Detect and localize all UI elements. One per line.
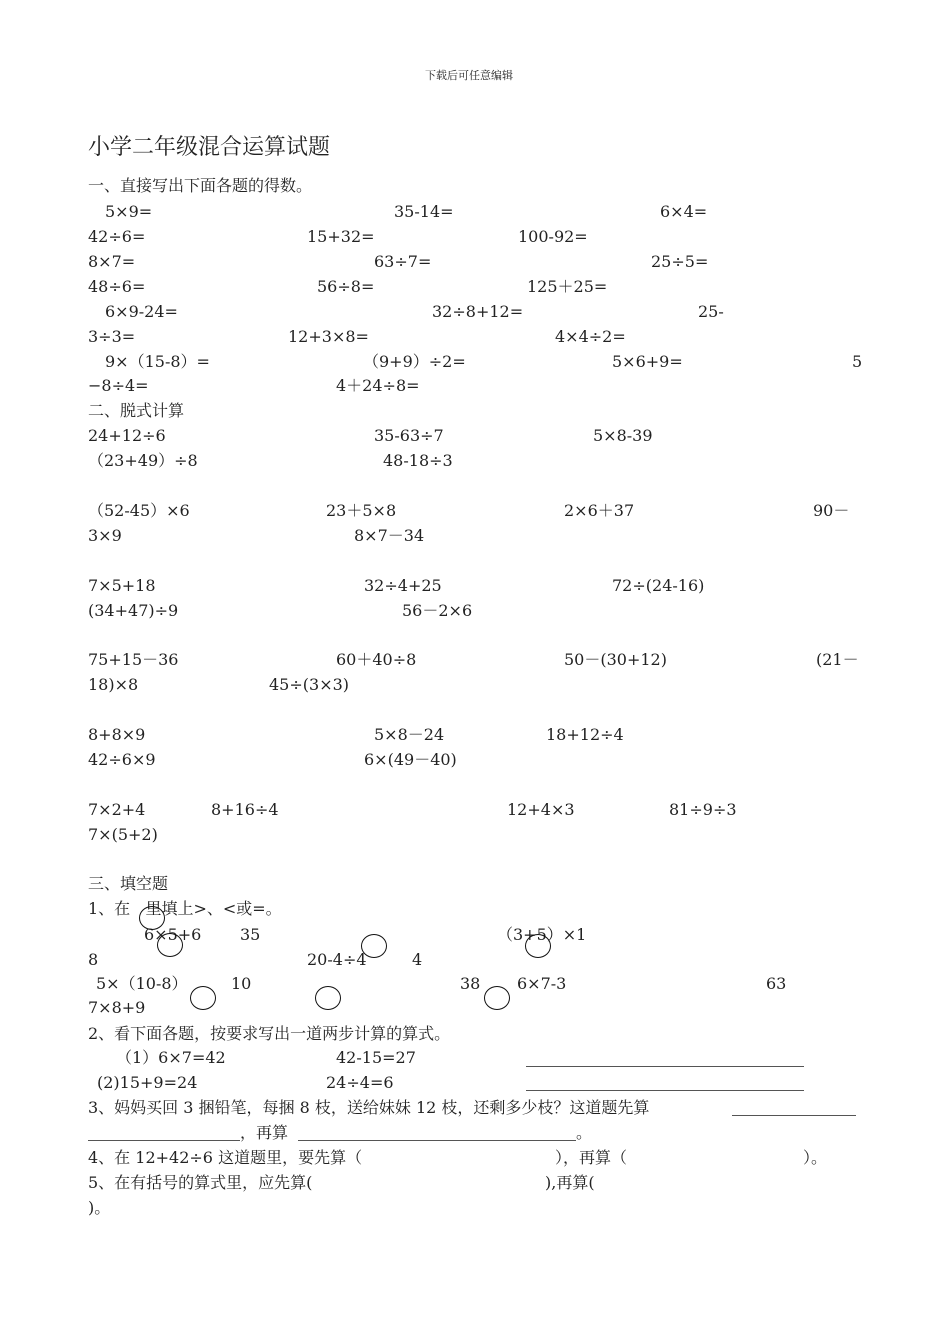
- q1-item: 38: [460, 974, 481, 993]
- s1-item: 25-: [698, 302, 724, 321]
- q1-item: 8: [88, 950, 99, 969]
- q2-prompt: 2、看下面各题，按要求写出一道两步计算的算式。: [88, 1024, 451, 1043]
- q3-then: ，再算: [240, 1123, 289, 1142]
- s1-item: 8×7=: [88, 252, 136, 271]
- s2-item: 3×9: [88, 526, 122, 545]
- q1-item: 7×8+9: [88, 998, 146, 1017]
- s1-item: 4＋24÷8=: [336, 376, 420, 395]
- q3-blank-first-cont[interactable]: [88, 1140, 240, 1141]
- s2-item: 35-63÷7: [374, 426, 444, 445]
- s2-item: 75+15－36: [88, 650, 179, 669]
- q3-blank-first[interactable]: [732, 1115, 856, 1116]
- q3-end: 。: [576, 1123, 593, 1142]
- s1-item: 5×9=: [105, 202, 153, 221]
- page-header: 下载后可任意编辑: [425, 69, 513, 82]
- q5-part-a: 5、在有括号的算式里，应先算(: [88, 1173, 313, 1192]
- q2-answer-line[interactable]: [526, 1090, 804, 1091]
- compare-circle[interactable]: [484, 986, 510, 1010]
- q5-part-c: )。: [88, 1198, 111, 1217]
- s1-item: 4×4÷2=: [555, 327, 626, 346]
- s2-item: 32÷4+25: [364, 576, 442, 595]
- s1-item: （9+9）÷2=: [363, 352, 466, 371]
- s2-item: 18+12÷4: [546, 725, 624, 744]
- q4-part-a: 4、在 12+42÷6 这道题里，要先算（: [88, 1148, 363, 1167]
- s2-item: 50－(30+12): [564, 650, 667, 669]
- s2-item: 23＋5×8: [326, 501, 397, 520]
- q1-item: 20-4÷4: [307, 950, 367, 969]
- q1-item: 63: [766, 974, 787, 993]
- q1-prompt: 1、在 里填上>、<或=。: [88, 899, 282, 918]
- s1-item: 56÷8=: [317, 277, 375, 296]
- s1-item: 6×9-24=: [105, 302, 178, 321]
- s1-item: 3÷3=: [88, 327, 136, 346]
- s2-item: 6×(49－40): [364, 750, 457, 769]
- compare-circle[interactable]: [525, 934, 551, 958]
- section1-heading: 一、直接写出下面各题的得数。: [88, 176, 313, 195]
- compare-circle[interactable]: [361, 934, 387, 958]
- s2-item: 12+4×3: [507, 800, 575, 819]
- q3-blank-second[interactable]: [298, 1140, 576, 1141]
- q5-part-b: ),再算(: [545, 1173, 595, 1192]
- q1-item: 6×7-3: [517, 974, 567, 993]
- compare-circle[interactable]: [139, 906, 165, 930]
- q3-text: 3、妈妈买回 3 捆铅笔，每捆 8 枝，送给妹妹 12 枝，还剩多少枝？这道题先算: [88, 1098, 650, 1117]
- compare-circle[interactable]: [190, 986, 216, 1010]
- s1-item: 35-14=: [394, 202, 454, 221]
- s2-item: 56－2×6: [402, 601, 473, 620]
- s1-item: 12+3×8=: [288, 327, 369, 346]
- q2-row-b: 42-15=27: [336, 1048, 416, 1067]
- s1-item: 100-92=: [518, 227, 588, 246]
- page-title: 小学二年级混合运算试题: [88, 135, 331, 160]
- s1-item: 6×4=: [660, 202, 708, 221]
- s2-item: 8+8×9: [88, 725, 146, 744]
- s2-item: 7×2+4: [88, 800, 146, 819]
- s1-item: 48÷6=: [88, 277, 146, 296]
- s2-item: 72÷(24-16): [612, 576, 705, 595]
- s1-item: 125＋25=: [527, 277, 608, 296]
- q2-row-a: （1）6×7=42: [116, 1048, 226, 1067]
- q2-row-a: (2)15+9=24: [97, 1073, 198, 1092]
- s2-item: 90－: [813, 501, 850, 520]
- s1-item: 5: [852, 352, 863, 371]
- compare-circle[interactable]: [157, 933, 183, 957]
- q4-part-b: ），再算（: [555, 1148, 628, 1167]
- q1-item: 10: [231, 974, 252, 993]
- q1-item: 4: [412, 950, 423, 969]
- s2-item: 2×6＋37: [564, 501, 635, 520]
- section2-heading: 二、脱式计算: [88, 401, 185, 420]
- s2-item: 18)×8: [88, 675, 139, 694]
- s2-item: 7×(5+2): [88, 825, 158, 844]
- s2-item: 45÷(3×3): [269, 675, 350, 694]
- s1-item: −8÷4=: [88, 376, 149, 395]
- s1-item: 32÷8+12=: [432, 302, 524, 321]
- s2-item: (34+47)÷9: [88, 601, 179, 620]
- s2-item: 5×8-39: [593, 426, 653, 445]
- s2-item: 7×5+18: [88, 576, 156, 595]
- s2-item: 60＋40÷8: [336, 650, 417, 669]
- s2-item: 8+16÷4: [211, 800, 279, 819]
- s2-item: 24+12÷6: [88, 426, 166, 445]
- q1-item: 6×5+6: [144, 925, 202, 944]
- s2-item: 81÷9÷3: [669, 800, 737, 819]
- s2-item: (21－: [816, 650, 859, 669]
- q1-item: 5×（10-8）: [96, 974, 188, 993]
- q2-answer-line[interactable]: [526, 1066, 804, 1067]
- s1-item: 63÷7=: [374, 252, 432, 271]
- compare-circle[interactable]: [315, 986, 341, 1010]
- s2-item: 48-18÷3: [383, 451, 453, 470]
- s1-item: 9×（15-8）=: [105, 352, 210, 371]
- s1-item: 5×6+9=: [612, 352, 683, 371]
- s1-item: 42÷6=: [88, 227, 146, 246]
- q4-part-c: ）。: [803, 1148, 828, 1167]
- q1-item: （3+5）×1: [497, 925, 587, 944]
- q2-row-b: 24÷4=6: [326, 1073, 394, 1092]
- section3-heading: 三、填空题: [88, 874, 169, 893]
- s1-item: 25÷5=: [651, 252, 709, 271]
- s2-item: （23+49）÷8: [88, 451, 198, 470]
- q1-item: 35: [240, 925, 261, 944]
- s2-item: （52-45）×6: [88, 501, 190, 520]
- s2-item: 42÷6×9: [88, 750, 156, 769]
- s2-item: 5×8－24: [374, 725, 445, 744]
- s2-item: 8×7－34: [354, 526, 425, 545]
- s1-item: 15+32=: [307, 227, 375, 246]
